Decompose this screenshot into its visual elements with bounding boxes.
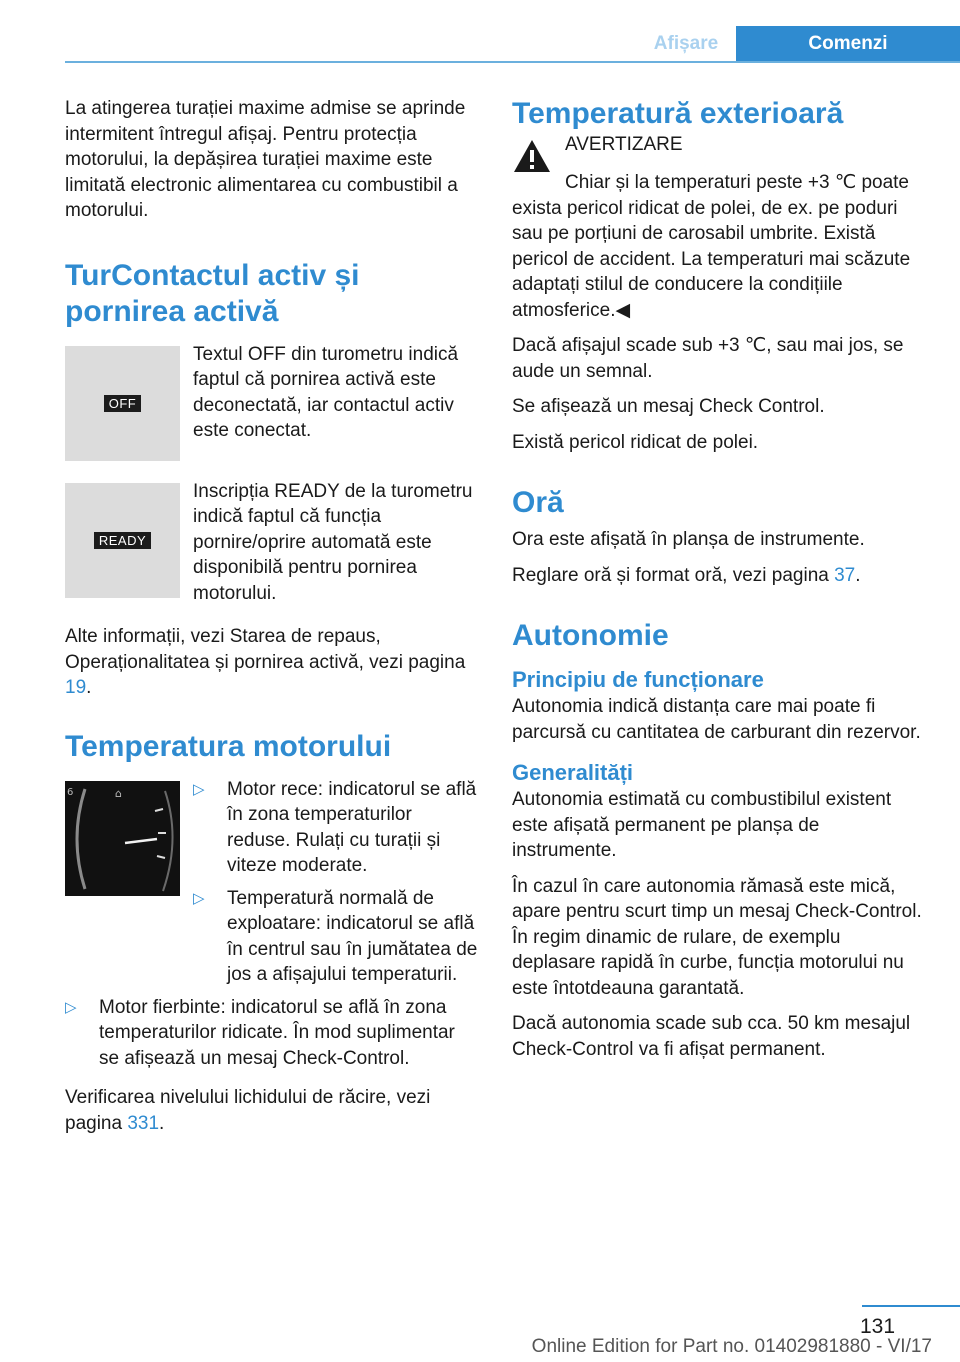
header-rule — [65, 61, 960, 63]
warning-label: AVERTIZARE — [565, 134, 683, 155]
gauge-bullets — [193, 777, 480, 995]
section-title-outside-temp: Temperatură exterioară — [512, 97, 844, 130]
figure-off — [65, 342, 480, 461]
ready-indicator-image — [65, 483, 180, 598]
general-text-1: Autonomia estimată cu combustibilul existent este afișată permanent pe planșa de instrumente. — [512, 789, 892, 861]
temperature-gauge-image — [65, 781, 180, 896]
tab-controls[interactable]: Comenzi — [736, 26, 960, 61]
section-title-engine-temp: Temperatura motorului — [65, 729, 392, 763]
subsection-title-principle: Principiu de funcționare — [512, 667, 764, 692]
intro-paragraph: La atingerea turației maxime admise se aprinde intermitent întregul afișaj. Pentru protecția motorului, la depășirea turației maxime este limitată electronic alimentarea cu combustibil a motorului. — [65, 98, 466, 221]
section-title-range: Autonomie — [512, 619, 669, 652]
temp-para-3: Există pericol ridicat de polei. — [512, 431, 759, 453]
ready-chip: READY — [94, 532, 151, 549]
title-line-2: pornirea activă — [65, 294, 279, 328]
right-column — [512, 96, 928, 1072]
page-number: 131 — [860, 1315, 896, 1338]
temp-para-2: Se afișează un mesaj Check Control. — [512, 396, 825, 417]
coolant-paragraph: Verificarea nivelului lichidului de răcire, vezi pagina 331. — [65, 1087, 431, 1134]
general-text-3: Dacă autonomia scade sub cca. 50 km mesajul Check-Control va fi afișat permanent. — [512, 1013, 911, 1060]
page-link-19[interactable]: 19 — [65, 677, 87, 698]
off-description: Textul OFF din turometru indică faptul că pornirea activă este deconectată, iar contactul activ este conectat. — [193, 343, 459, 441]
general-text-2: În cazul în care autonomia rămasă este mică, apare pentru scurt timp un mesaj Check-Control. În regim dinamic de rulare, de exemplu deplasare rapidă în curbe, funcția motorului nu este întotdeauna garantată. — [512, 875, 922, 999]
page-link-331[interactable]: 331 — [127, 1112, 160, 1134]
bullet-hot-engine: ▷ Motor fierbinte: indicatorul se află în zona temperaturilor ridicate. În mod suplimentar se afișează un mesaj Check-Control. — [65, 996, 455, 1069]
temp-para-1: Dacă afișajul scade sub +3 ℃, sau mai jos, se aude un semnal. — [512, 335, 904, 382]
tab-display[interactable]: Afișare — [653, 33, 719, 54]
section-title-clock: Oră — [512, 486, 564, 519]
off-chip: OFF — [104, 395, 142, 412]
svg-text:⌂: ⌂ — [115, 786, 122, 800]
section-active-start — [65, 258, 480, 330]
bullet-cold-engine: ▷ Motor rece: indicatorul se află în zona temperaturilor reduse. Rulați cu turații și viteze moderate. — [193, 778, 477, 876]
clock-para-1: Ora este afișată în planșa de instrumente. — [512, 529, 865, 550]
warning-triangle-icon — [512, 138, 552, 174]
subsection-title-general: Generalități — [512, 760, 634, 785]
title-line-1: TurContactul activ și — [65, 258, 360, 292]
figure-ready — [65, 479, 480, 617]
page-link-37[interactable]: 37 — [834, 564, 856, 586]
edition-footer: Online Edition for Part no. 01402981880 - VI/17 — [531, 1336, 932, 1357]
svg-text:6: 6 — [67, 786, 74, 798]
section-title-active-start — [65, 258, 480, 330]
bullet-normal-temp: ▷ Temperatură normală de exploatare: indicatorul se află în centrul sau în jumătatea de jos a afișajului temperaturii. — [193, 887, 478, 985]
left-column — [65, 96, 480, 1146]
more-info-paragraph: Alte informații, vezi Starea de repaus, Operaționalitatea și pornirea activă, vezi pagina 19. — [65, 626, 466, 698]
ready-description: Inscripția READY de la turometru indică faptul că funcția pornire/oprire automată este disponibilă pentru pornirea motorului. — [193, 480, 473, 604]
figure-temp-gauge — [65, 777, 480, 995]
warning-text: Chiar și la temperaturi peste +3 ℃ poate exista pericol ridicat de polei, de ex. pe poduri sau pe porțiuni de carosabil umbrite. Există pericol de accident. La temperaturi mai scăzute adaptați stilul de conducere la condițiile atmosferice.◀ — [512, 172, 911, 321]
footer-rule — [862, 1305, 960, 1307]
principle-text: Autonomia indică distanța care mai poate fi parcursă cu cantitatea de carburant din rezervor. — [512, 696, 921, 743]
clock-para-2: Reglare oră și format oră, vezi pagina 37. — [512, 564, 861, 586]
warning-block — [512, 134, 928, 174]
off-indicator-image — [65, 346, 180, 461]
